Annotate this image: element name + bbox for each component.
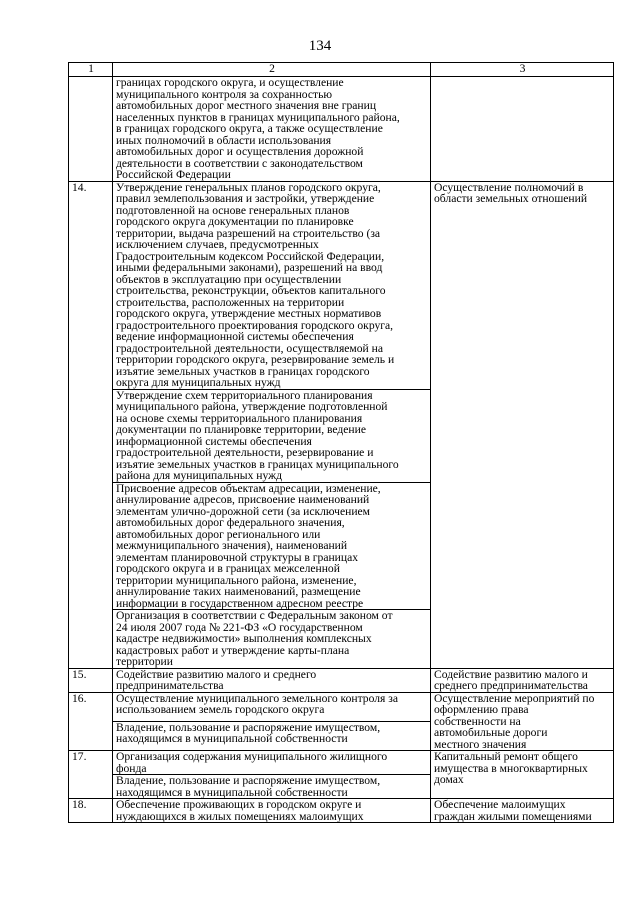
table-row: [69, 751, 614, 775]
competence-text: Организация содержания муниципального жилищного фонда: [113, 751, 431, 775]
competence-text: Утверждение схем территориального планирования муниципального района, утверждение подготовленной на основе схемы территориального планирования документации по планировке территории, ведение информационной системы обеспечения градостроительной деятельности, резервирование и изъятие земельных участков в границах муниципального района для муниципальных нужд: [113, 389, 431, 482]
powers-table: [68, 62, 614, 823]
competence-text: Содействие развитию малого и среднего предпринимательства: [113, 668, 431, 692]
competence-text: Присвоение адресов объектам адресации, изменение, аннулирование адресов, присвоение наименований элементам улично-дорожной сети (за исключением автомобильных дорог федерального значения, автомобильных дорог регионального или межмуниципального значения), наименований элементам планировочной структуры в границах городского округа и в границах межселенной территории муниципального района, изменение, аннулирование таких наименований, размещение информации в государственном адресном реестре: [113, 482, 431, 610]
competence-text: Владение, пользование и распоряжение имуществом, находящимся в муниципальной собственности: [113, 775, 431, 799]
table-header-row: [69, 63, 614, 77]
page-number: 134: [308, 38, 332, 54]
row-number: 17.: [69, 751, 113, 799]
row-number: 15.: [69, 668, 113, 692]
competence-text: Организация в соответствии с Федеральным законом от 24 июля 2007 года № 221-ФЗ «О государственном кадастре недвижимости» выполнения комплексных кадастровых работ и утверждение карты-плана территории: [113, 610, 431, 669]
table-row: [69, 77, 614, 182]
header-cell-2: 2: [113, 63, 431, 77]
table-row: [69, 668, 614, 692]
transferred-power-text: Содействие развитию малого и среднего предпринимательства: [431, 668, 614, 692]
table-row: [69, 799, 614, 823]
row-number: 16.: [69, 692, 113, 751]
competence-text: Обеспечение проживающих в городском округе и нуждающихся в жилых помещениях малоимущих: [113, 799, 431, 823]
row-number: 14.: [69, 181, 113, 668]
row-number: 18.: [69, 799, 113, 823]
table-row: [69, 692, 614, 721]
competence-text: Утверждение генеральных планов городского округа, правил землепользования и застройки, утверждение подготовленной на основе генеральных планов городского округа документации по планировке территории, выдача разрешений на строительство (за исключением случаев, предусмотренных Градостроительным кодексом Российской Федерации, иными федеральными законами), разрешений на ввод объектов в эксплуатацию при осуществлении строительства, реконструкции, объектов капитального строительства, расположенных на территории городского округа, утверждение местных нормативов градостроительного проектирования городского округа, ведение информационной системы обеспечения градостроительной деятельности, осуществляемой на территории городского округа, резервирование земель и изъятие земельных участков в границах городского округа для муниципальных нужд: [113, 181, 431, 389]
competence-text: границах городского округа, и осуществление муниципального контроля за сохранностью автомобильных дорог местного значения вне границ населенных пунктов в границах муниципального района, в границах городского округа, а также осуществление иных полномочий в области использования автомобильных дорог и осуществления дорожной деятельности в соответствии с законодательством Российской Федерации: [113, 77, 431, 182]
transferred-power-text: Капитальный ремонт общего имущества в многоквартирных домах: [431, 751, 614, 799]
header-cell-1: 1: [69, 63, 113, 77]
transferred-power-text: Осуществление мероприятий по оформлению права собственности на автомобильные дороги местного значения: [431, 692, 614, 751]
table-row: [69, 181, 614, 389]
transferred-power-text: Осуществление полномочий в области земельных отношений: [431, 181, 614, 668]
header-cell-3: 3: [431, 63, 614, 77]
competence-text: Владение, пользование и распоряжение имуществом, находящимся в муниципальной собственности: [113, 721, 431, 750]
row-number: [69, 77, 113, 182]
transferred-power-text: Обеспечение малоимущих граждан жилыми помещениями: [431, 799, 614, 823]
transferred-power-text: [431, 77, 614, 182]
competence-text: Осуществление муниципального земельного контроля за использованием земель городского округа: [113, 692, 431, 721]
